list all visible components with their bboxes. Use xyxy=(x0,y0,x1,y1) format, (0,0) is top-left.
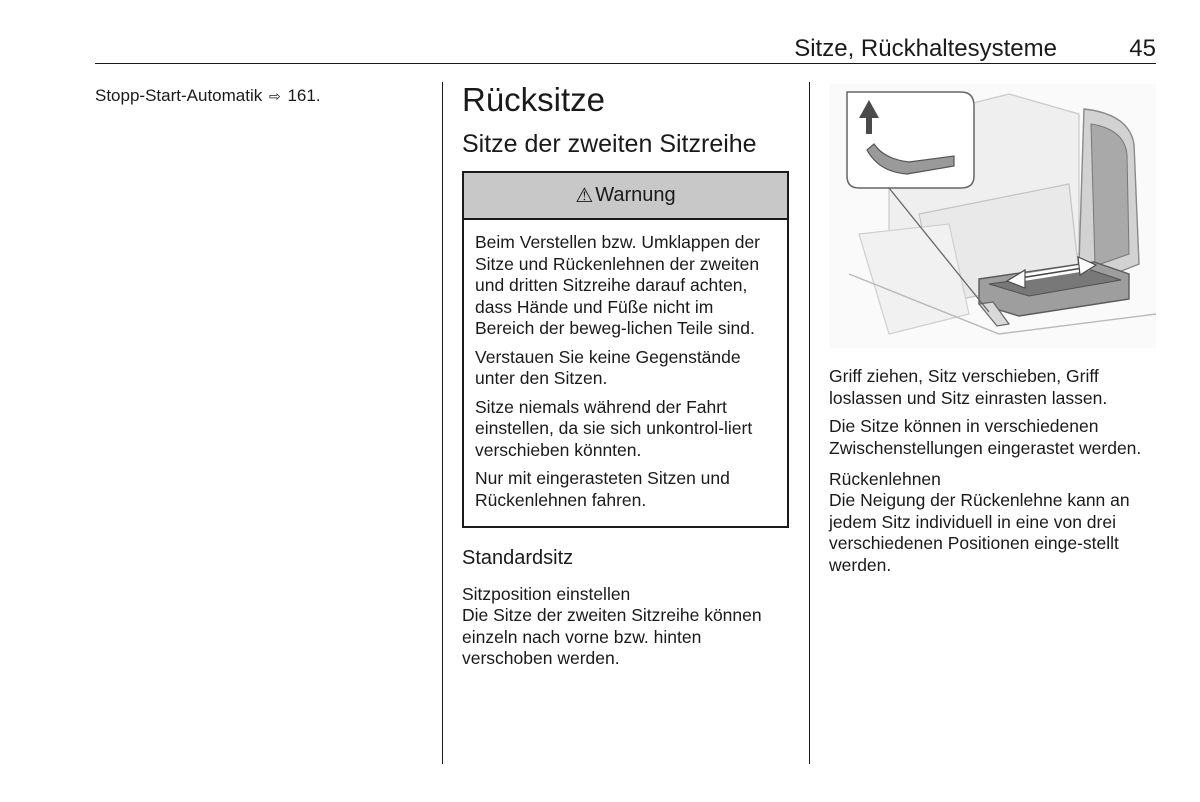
left-column xyxy=(95,86,321,106)
header-rule xyxy=(95,63,1156,64)
standard-seat-title: Standardsitz xyxy=(462,547,574,569)
column-divider-left xyxy=(442,82,443,764)
positions-text: Die Sitze können in verschiedenen Zwischenstellungen eingerastet werden. xyxy=(829,416,1142,458)
warning-paragraph: Verstauen Sie keine Gegenstände unter den Sitzen. xyxy=(475,346,741,388)
cross-reference-label: Stopp-Start-Automatik xyxy=(95,86,263,105)
right-column xyxy=(829,84,1156,583)
backrest-title: Rückenlehnen xyxy=(829,469,941,489)
figure-instruction-text: Griff ziehen, Sitz verschieben, Griff loslassen und Sitz einrasten lassen. xyxy=(829,366,1108,408)
section-subheading: Sitze der zweiten Sitzreihe xyxy=(462,130,757,158)
page-number: 45 xyxy=(1129,35,1156,62)
seat-adjustment-illustration xyxy=(829,84,1156,348)
warning-triangle-icon: ⚠ xyxy=(575,185,594,207)
warning-title: Warnung xyxy=(595,184,676,206)
chapter-title: Sitze, Rückhaltesysteme xyxy=(794,35,1057,62)
warning-paragraph: Nur mit eingerasteten Sitzen und Rückenlehnen fahren. xyxy=(475,468,730,510)
cross-reference-page: 161. xyxy=(287,86,321,105)
cross-reference[interactable] xyxy=(95,86,321,105)
seat-position-text: Die Sitze der zweiten Sitzreihe können einzeln nach vorne bzw. hinten verschoben werden. xyxy=(462,605,762,668)
seat-position-title: Sitzposition einstellen xyxy=(462,584,631,604)
warning-paragraph: Beim Verstellen bzw. Umklappen der Sitze und Rückenlehnen der zweiten und dritten Sitzreihe darauf achten, dass Hände und Füße nicht im Bereich der beweg‑lichen Teile sind. xyxy=(475,232,760,338)
warning-header xyxy=(464,173,787,220)
arrow-right-icon: ⇨ xyxy=(268,88,281,104)
warning-paragraph: Sitze niemals während der Fahrt einstellen, da sie sich unkontrol‑liert verschieben könnten. xyxy=(475,396,753,460)
middle-column xyxy=(462,80,789,670)
warning-body xyxy=(464,220,787,526)
column-divider-right xyxy=(809,82,810,764)
backrest-text: Die Neigung der Rückenlehne kann an jedem Sitz individuell in eine von drei verschiedenen Positionen einge‑stellt werden. xyxy=(829,490,1130,575)
section-heading: Rücksitze xyxy=(462,81,606,118)
warning-box xyxy=(462,171,789,528)
